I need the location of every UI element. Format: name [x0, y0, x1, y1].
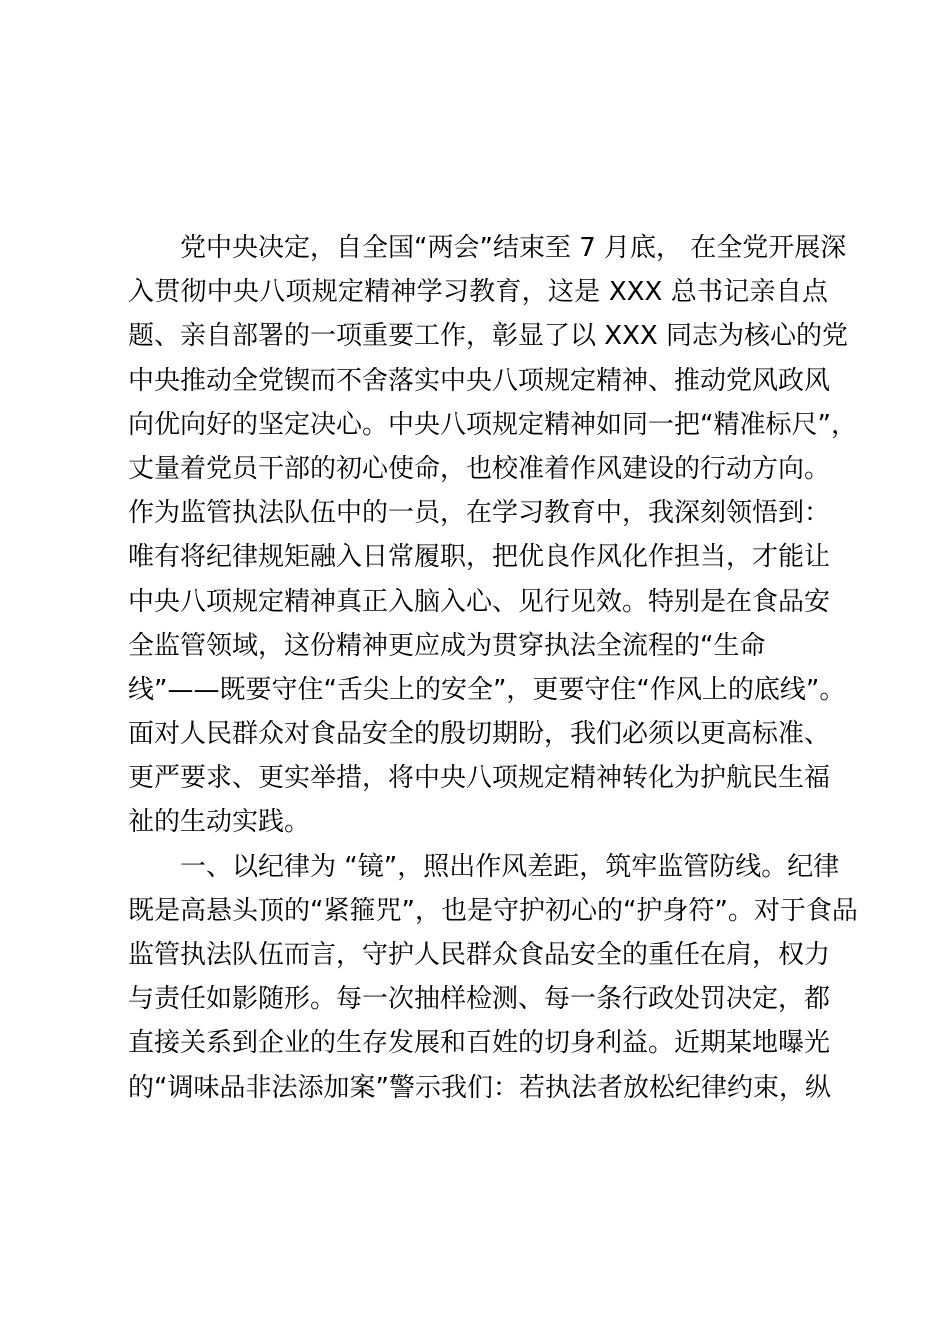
body-text	[128, 226, 858, 1110]
text-line: 全监管领域，这份精神更应成为贯穿执法全流程的“生命	[128, 630, 766, 661]
text-line: 直接关系到企业的生存发展和百姓的切身利益。近期某地曝光	[128, 1028, 831, 1059]
text-line: 祉的生动实践。	[128, 807, 311, 838]
text-line: 既是高悬头顶的“紧箍咒”，也是守护初心的“护身符”。对于食品	[128, 895, 858, 926]
text-line: 中央推动全党锲而不舍落实中央八项规定精神、推动党风政风	[128, 365, 831, 396]
text-line: 丈量着党员干部的初心使命，也校准着作风建设的行动方向。	[128, 453, 831, 484]
text-line: 向优向好的坚定决心。中央八项规定精神如同一把“精准标尺”，	[128, 409, 857, 440]
paragraph-intro	[128, 226, 857, 845]
text-line: 线”——既要守住“舌尖上的安全”，更要守住“作风上的底线”。	[128, 674, 846, 705]
text-line: 中央八项规定精神真正入脑入心、见行见效。特别是在食品安	[128, 586, 831, 617]
text-line: 更严要求、更实举措，将中央八项规定精神转化为护航民生福	[128, 763, 831, 794]
text-line: 面对人民群众对食品安全的殷切期盼，我们必须以更高标准、	[128, 719, 831, 750]
text-line: 与责任如影随形。每一次抽样检测、每一条行政处罚决定，都	[128, 984, 831, 1015]
text-line: 的“调味品非法添加案”警示我们：若执法者放松纪律约束，纵	[128, 1072, 831, 1103]
text-line: 作为监管执法队伍中的一员，在学习教育中，我深刻领悟到：	[128, 498, 831, 529]
text-line: 一、以纪律为 “镜”，照出作风差距，筑牢监管防线。纪律	[180, 851, 840, 882]
paragraph-section-one	[128, 845, 858, 1110]
text-line: 入贯彻中央八项规定精神学习教育，这是 XXX 总书记亲自点	[128, 277, 828, 308]
text-line: 唯有将纪律规矩融入日常履职，把优良作风化作担当，才能让	[128, 542, 831, 573]
text-line: 党中央决定，自全国“两会”结束至 7 月底， 在全党开展深	[180, 233, 847, 263]
text-line: 题、亲自部署的一项重要工作，彰显了以 XXX 同志为核心的党	[128, 321, 848, 352]
text-line: 监管执法队伍而言，守护人民群众食品安全的重任在肩，权力	[128, 940, 831, 970]
